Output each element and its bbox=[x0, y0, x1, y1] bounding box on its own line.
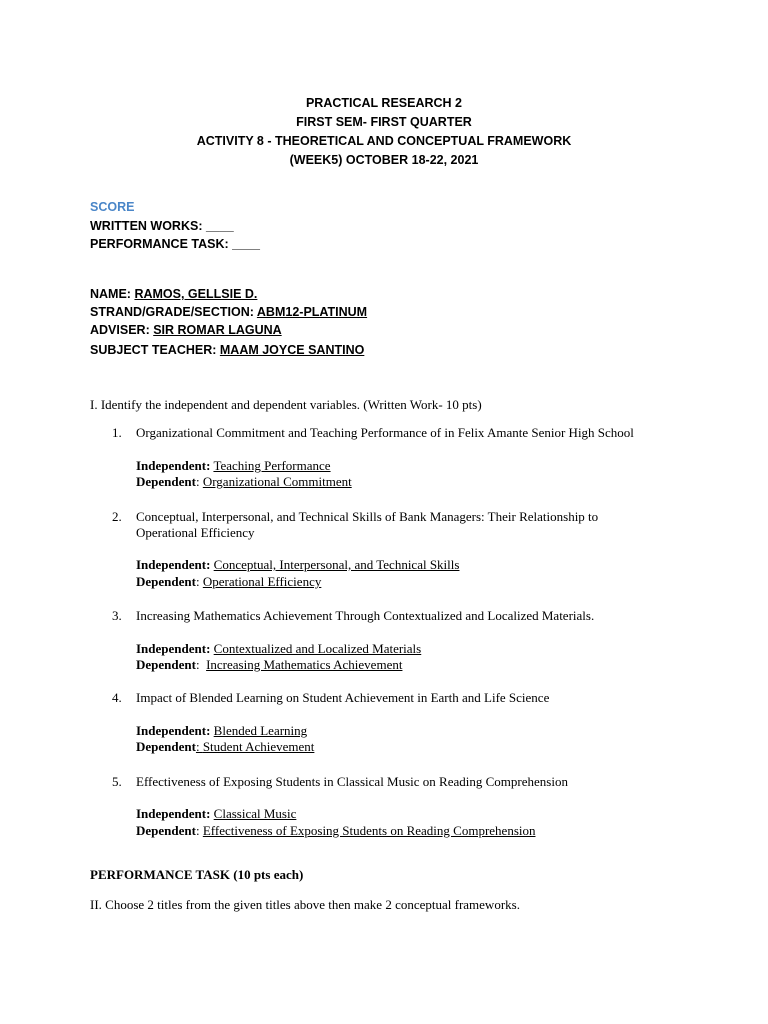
adviser-label: ADVISER: bbox=[90, 323, 154, 337]
dependent-variable: Dependent: Effectiveness of Exposing Students on Reading Comprehension bbox=[136, 823, 536, 838]
item-title: Impact of Blended Learning on Student Achievement in Earth and Life Science bbox=[136, 690, 550, 705]
dependent-value: Student Achievement bbox=[202, 739, 315, 754]
header-line-3: ACTIVITY 8 - THEORETICAL AND CONCEPTUAL FRAMEWORK bbox=[196, 134, 572, 148]
dependent-label: Dependent bbox=[136, 474, 196, 489]
dependent-value: Increasing Mathematics Achievement bbox=[206, 657, 403, 672]
item-number: 2. bbox=[112, 509, 122, 524]
dependent-label: Dependent bbox=[136, 574, 196, 589]
performance-task-instruction: II. Choose 2 titles from the given titles above then make 2 conceptual frameworks. bbox=[90, 897, 520, 912]
teacher-value: MAAM JOYCE SANTINO bbox=[219, 343, 365, 357]
item-title: Effectiveness of Exposing Students in Classical Music on Reading Comprehension bbox=[136, 774, 568, 789]
independent-value: Blended Learning bbox=[213, 723, 308, 738]
document-header bbox=[0, 94, 768, 170]
performance-task-title: PERFORMANCE TASK (10 pts each) bbox=[90, 867, 304, 882]
dependent-label: Dependent bbox=[136, 739, 196, 754]
item-number: 1. bbox=[112, 425, 122, 440]
performance-task-score: PERFORMANCE TASK: ____ bbox=[90, 237, 260, 251]
header-line-4: (WEEK5) OCTOBER 18-22, 2021 bbox=[289, 153, 479, 167]
dependent-variable: Dependent: Operational Efficiency bbox=[136, 574, 322, 589]
dependent-value: Effectiveness of Exposing Students on Reading Comprehension bbox=[202, 823, 536, 838]
dependent-value: Organizational Commitment bbox=[202, 474, 352, 489]
header-line-2: FIRST SEM- FIRST QUARTER bbox=[296, 115, 472, 129]
item-number: 5. bbox=[112, 774, 122, 789]
independent-label: Independent: bbox=[136, 641, 211, 656]
independent-label: Independent: bbox=[136, 557, 211, 572]
item-title-continued: Operational Efficiency bbox=[136, 525, 255, 540]
item-title: Organizational Commitment and Teaching Performance of in Felix Amante Senior High School bbox=[136, 425, 634, 440]
student-section bbox=[90, 305, 367, 319]
independent-variable bbox=[136, 557, 459, 573]
section-label: STRAND/GRADE/SECTION: bbox=[90, 305, 257, 319]
item-number: 4. bbox=[112, 690, 122, 705]
independent-variable bbox=[136, 806, 296, 822]
dependent-variable: Dependent: Student Achievement bbox=[136, 739, 315, 754]
section1-instruction: I. Identify the independent and dependent variables. (Written Work- 10 pts) bbox=[90, 397, 482, 412]
independent-value: Contextualized and Localized Materials bbox=[213, 641, 422, 656]
student-name bbox=[90, 287, 257, 301]
name-label: NAME: bbox=[90, 287, 135, 301]
independent-variable bbox=[136, 458, 331, 474]
independent-value: Classical Music bbox=[213, 806, 297, 821]
independent-label: Independent: bbox=[136, 723, 211, 738]
independent-label: Independent: bbox=[136, 458, 211, 473]
item-title: Increasing Mathematics Achievement Through Contextualized and Localized Materials. bbox=[136, 608, 595, 623]
independent-variable bbox=[136, 641, 421, 657]
header-line-1: PRACTICAL RESEARCH 2 bbox=[305, 96, 463, 110]
dependent-value: Operational Efficiency bbox=[202, 574, 322, 589]
score-title: SCORE bbox=[90, 200, 135, 214]
independent-label: Independent: bbox=[136, 806, 211, 821]
independent-value: Conceptual, Interpersonal, and Technical Skills bbox=[213, 557, 460, 572]
dependent-label: Dependent bbox=[136, 823, 196, 838]
dependent-label: Dependent bbox=[136, 657, 196, 672]
name-value: RAMOS, GELLSIE D. bbox=[134, 287, 258, 301]
item-title: Conceptual, Interpersonal, and Technical Skills of Bank Managers: Their Relationship to bbox=[136, 509, 599, 524]
section-value: ABM12-PLATINUM bbox=[256, 305, 368, 319]
subject-teacher bbox=[90, 343, 364, 357]
item-number: 3. bbox=[112, 608, 122, 623]
student-adviser bbox=[90, 323, 282, 337]
independent-variable bbox=[136, 723, 307, 739]
independent-value: Teaching Performance bbox=[213, 458, 331, 473]
dependent-variable: Dependent: Increasing Mathematics Achievement bbox=[136, 657, 403, 672]
dependent-variable: Dependent: Organizational Commitment bbox=[136, 474, 352, 489]
adviser-value: SIR ROMAR LAGUNA bbox=[153, 323, 282, 337]
written-works-score: WRITTEN WORKS: ____ bbox=[90, 219, 234, 233]
teacher-label: SUBJECT TEACHER: bbox=[90, 343, 220, 357]
